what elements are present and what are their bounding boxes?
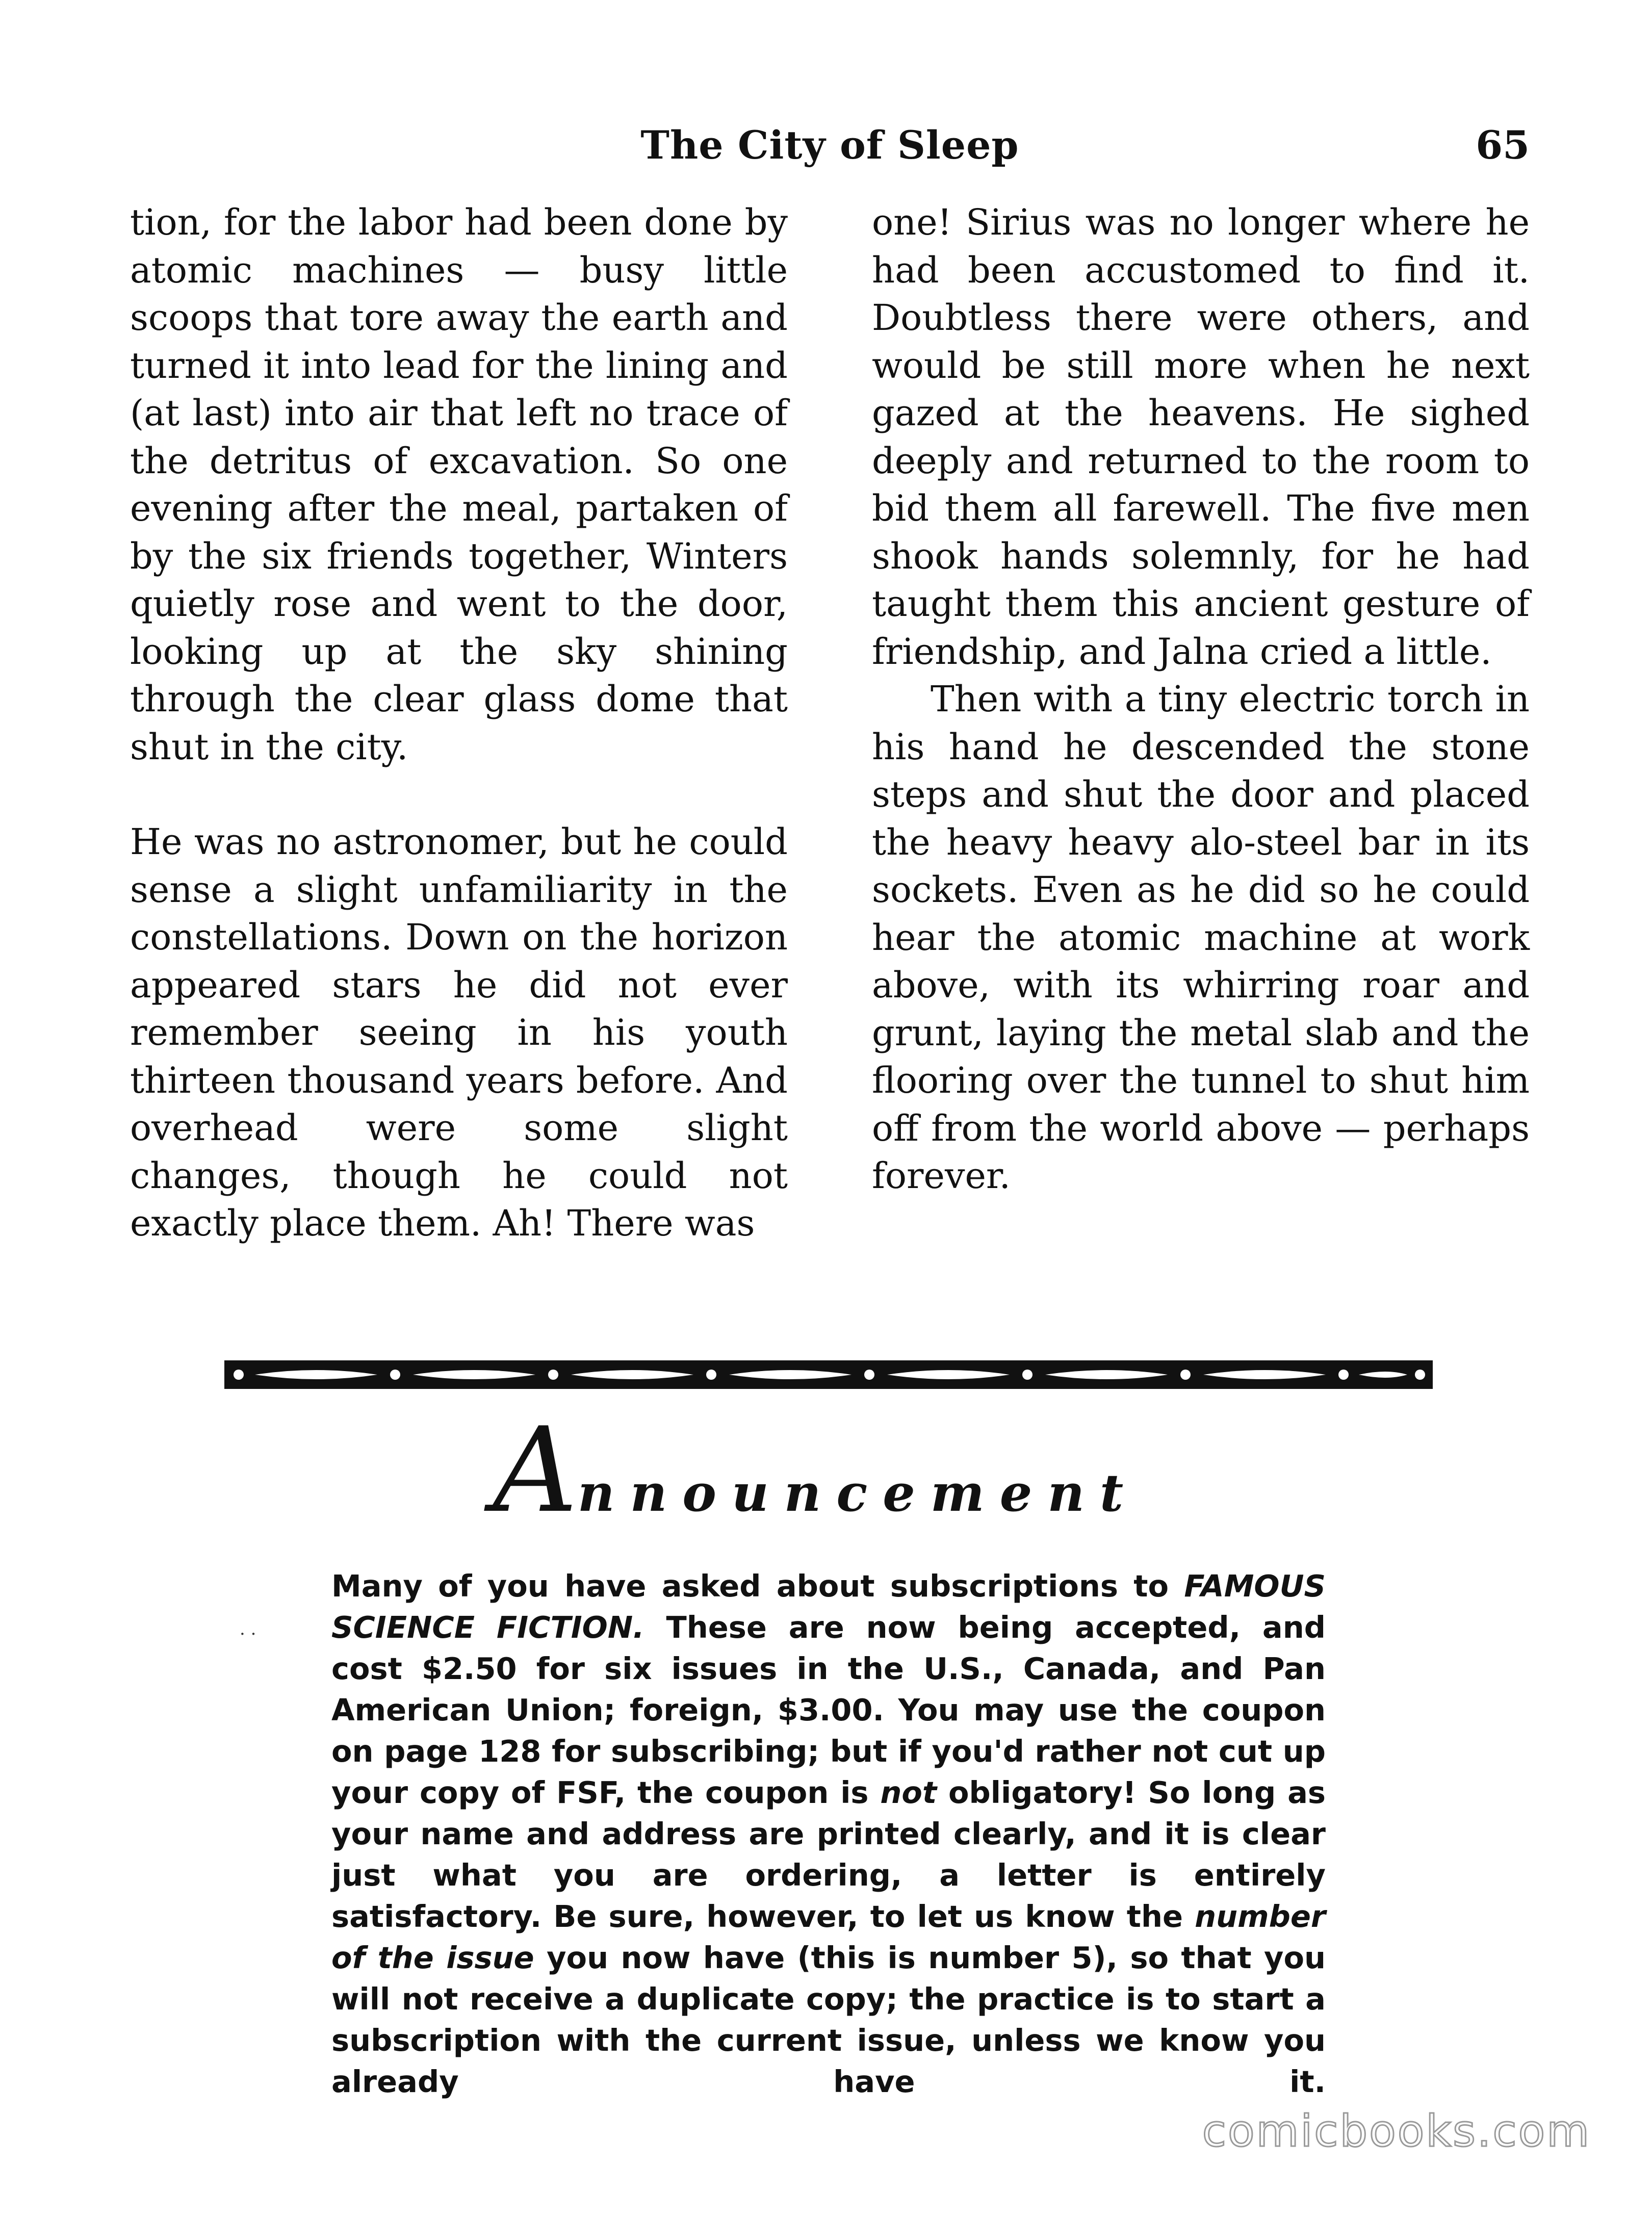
stray-ink-mark: · · (240, 1624, 256, 1644)
announcement-text: obligatory! So long as your name and address are printed clearly, and it is clear just what you are ordering, a letter is entirely satisfactory. Be sure, however, to let us know the (331, 1775, 1326, 1934)
story-paragraph: He was no astronomer, but he could sense a slight unfamiliarity in the constellations. Down on the horizon appeared stars he did not ever remember seeing in his youth thirteen thousand years before. And overhead were some slight changes, though he could not exactly place them. Ah! There was (130, 821, 788, 1244)
announcement-heading-rest: nnouncement (577, 1463, 1139, 1523)
story-column-right (872, 199, 1530, 1200)
watermark: comicbooks.com (1202, 2106, 1591, 2157)
announcement-heading-initial: A (493, 1403, 578, 1539)
story-paragraph: tion, for the labor had been done by atomic machines — busy little scoops that tore away the earth and turned it into lead for the lining and (at last) into air that left no trace of the detritus of excavation. So one evening after the meal, partaken of by the six friends together, Winters quietly rose and went to the door, looking up at the sky shining through the clear glass dome that shut in the city. (130, 201, 788, 768)
emphasis-not: not (880, 1775, 937, 1810)
running-title: The City of Sleep (640, 122, 1019, 168)
announcement-paragraph (331, 1565, 1326, 2102)
page-number: 65 (1476, 122, 1530, 168)
announcement-text: Many of you have asked about subscriptions to (331, 1568, 1184, 1604)
emphasis-issue-number: number of the issue (331, 1899, 1326, 1975)
magazine-title: FAMOUS SCIENCE FICTION. (331, 1568, 1326, 1645)
announcement-heading (459, 1403, 1173, 1539)
story-column-left (130, 199, 788, 1248)
running-head (130, 122, 1530, 178)
announcement-body (331, 1565, 1326, 2102)
story-paragraph: one! Sirius was no longer where he had been accustomed to find it. Doubtless there were others, and would be still more when he next gazed at the heavens. He sighed deeply and returned to the room to bid them all farewell. The five men shook hands solemnly, for he had taught them this ancient gesture of friendship, and Jalna cried a little. (872, 201, 1530, 673)
announcement-text: These are now being accepted, and cost $2.50 for six issues in the U.S., Canada, and Pan American Union; foreign, $3.00. You may use the coupon on page 128 for subscribing; but if you'd rather not cut up your copy of FSF, the coupon is (331, 1610, 1326, 1810)
story-paragraph: Then with a tiny electric torch in his hand he descended the stone steps and shut the door and placed the heavy heavy alo-steel bar in its sockets. Even as he did so he could hear the atomic machine at work above, with its whirring roar and grunt, laying the metal slab and the flooring over the tunnel to shut him off from the world above — perhaps forever. (872, 678, 1530, 1197)
ornamental-divider (224, 1360, 1433, 1389)
announcement-text: you now have (this is number 5), so that you will not receive a duplicate copy; the practice is to start a subscription with the current issue, unless we know you already have it. (331, 1940, 1326, 2099)
